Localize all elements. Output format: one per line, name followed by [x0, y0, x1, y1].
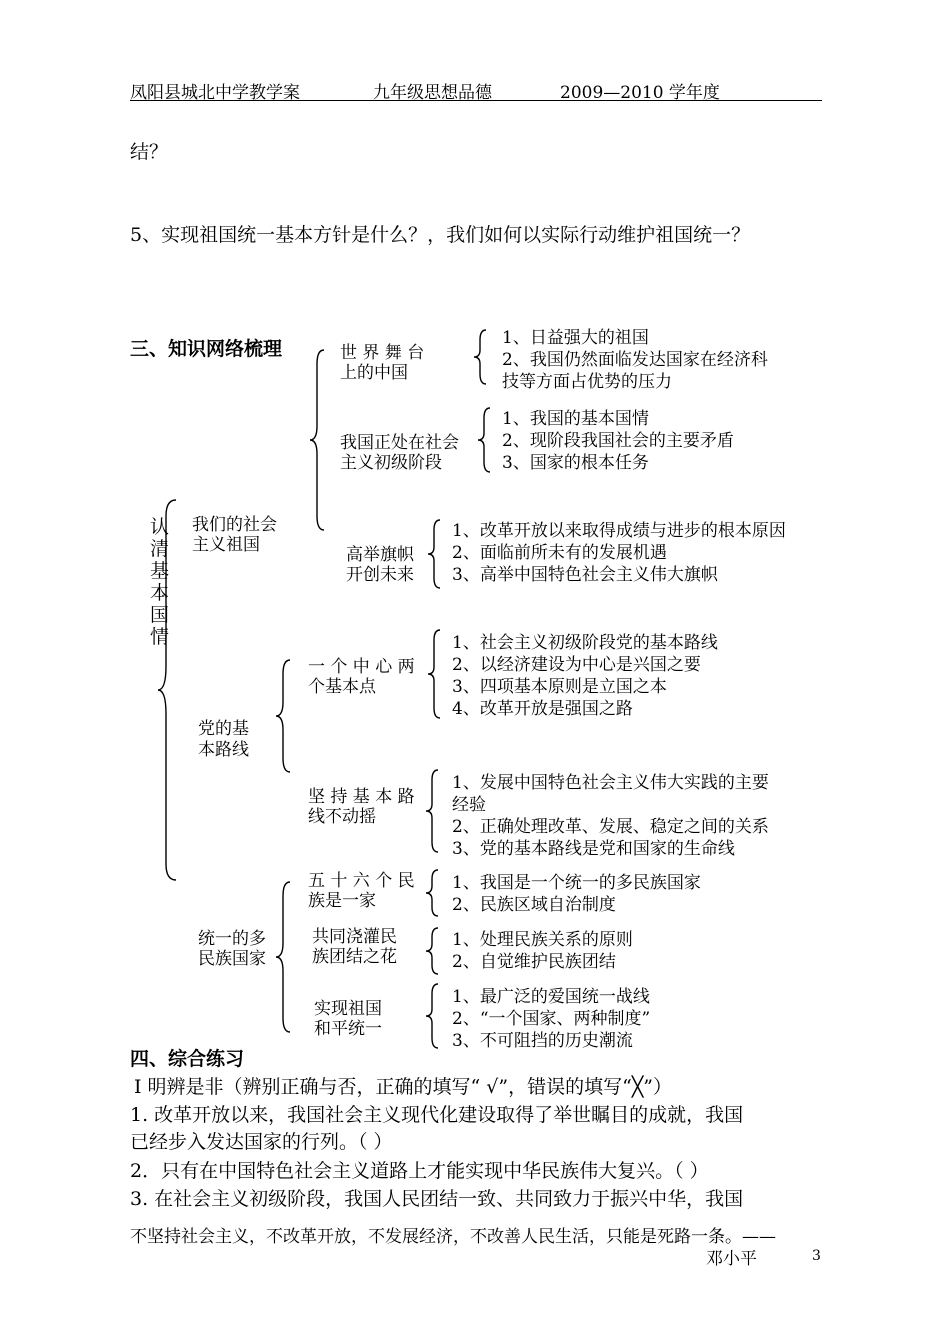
list-item: 3、党的基本路线是党和国家的生命线 — [452, 839, 735, 859]
items-brace-5 — [426, 770, 440, 852]
items-brace-8 — [426, 984, 440, 1048]
items-brace-2 — [478, 408, 492, 472]
group1-label-line1: 我们的社会 — [192, 515, 277, 535]
exercise-instruction: Ⅰ 明辨是非（辨别正确与否，正确的填写“ √”，错误的填写“╳”） — [134, 1076, 672, 1098]
sub-label: 高举旗帜 — [346, 545, 414, 565]
items-brace-7 — [426, 928, 440, 974]
section-3-title: 三、知识网络梳理 — [130, 338, 283, 360]
list-item: 2、我国仍然面临发达国家在经济科 — [502, 350, 768, 370]
list-item: 经验 — [452, 795, 486, 815]
sub-label: 我国正处在社会 — [340, 433, 459, 453]
exercise-q2: 2．只有在中国特色社会主义道路上才能实现中华民族伟大复兴。（ ） — [130, 1160, 709, 1182]
sub-label: 一 个 中 心 两 — [308, 657, 415, 677]
header-school: 凤阳县城北中学教学案 — [130, 83, 300, 103]
sub-label: 共同浇灌民 — [312, 927, 397, 947]
list-item: 技等方面占优势的压力 — [502, 372, 672, 392]
list-item: 4、改革开放是强国之路 — [452, 699, 633, 719]
items-brace-3 — [428, 520, 442, 588]
list-item: 1、处理民族关系的原则 — [452, 930, 633, 950]
header-grade: 九年级思想品德 — [373, 83, 492, 103]
header-rule — [130, 100, 822, 101]
group2-label-line1: 党的基 — [198, 719, 249, 739]
list-item: 3、四项基本原则是立国之本 — [452, 677, 667, 697]
group2-label-line2: 本路线 — [198, 740, 249, 760]
list-item: 2、自觉维护民族团结 — [452, 952, 616, 972]
list-item: 2、以经济建设为中心是兴国之要 — [452, 655, 701, 675]
footer-quote: 不坚持社会主义，不改革开放，不发展经济，不改善人民生活，只能是死路一条。—— — [130, 1227, 776, 1247]
group2-brace — [276, 660, 292, 772]
sub-label: 族团结之花 — [312, 947, 397, 967]
sub-label: 主义初级阶段 — [340, 453, 442, 473]
list-item: 3、国家的根本任务 — [502, 453, 649, 473]
sub-label: 坚 持 基 本 路 — [308, 787, 415, 807]
sub-label: 世 界 舞 台 — [340, 343, 425, 363]
sub-label: 族是一家 — [308, 891, 376, 911]
sub-label: 上的中国 — [340, 363, 408, 383]
items-brace-1 — [474, 330, 488, 384]
list-item: 2、“一个国家、两种制度” — [452, 1009, 651, 1029]
footer-author: 邓小平 — [706, 1249, 757, 1269]
items-brace-6 — [426, 870, 440, 916]
sub-label: 开创未来 — [346, 565, 414, 585]
list-item: 2、现阶段我国社会的主要矛盾 — [502, 431, 734, 451]
list-item: 1、我国的基本国情 — [502, 409, 649, 429]
list-item: 2、面临前所未有的发展机遇 — [452, 543, 667, 563]
group3-label-line1: 统一的多 — [198, 929, 266, 949]
header-year: 2009—2010 学年度 — [560, 83, 720, 103]
list-item: 1、我国是一个统一的多民族国家 — [452, 873, 701, 893]
sub-label: 线不动摇 — [308, 807, 376, 827]
group1-label-line2: 主义祖国 — [192, 535, 260, 555]
items-brace-4 — [428, 630, 442, 718]
list-item: 3、高举中国特色社会主义伟大旗帜 — [452, 565, 718, 585]
list-item: 1、社会主义初级阶段党的基本路线 — [452, 633, 718, 653]
list-item: 1、发展中国特色社会主义伟大实践的主要 — [452, 773, 769, 793]
group3-brace — [276, 882, 292, 1032]
group1-brace — [310, 350, 326, 530]
list-item: 1、改革开放以来取得成绩与进步的根本原因 — [452, 521, 786, 541]
page-number: 3 — [812, 1248, 821, 1264]
exercise-q1-line2: 已经步入发达国家的行列。（ ） — [130, 1131, 393, 1153]
exercise-q1-line1: 1. 改革开放以来，我国社会主义现代化建设取得了举世瞩目的成就，我国 — [130, 1104, 744, 1126]
sub-label: 和平统一 — [314, 1019, 382, 1039]
list-item: 2、民族区域自治制度 — [452, 895, 616, 915]
sub-label: 个基本点 — [308, 677, 376, 697]
sub-label: 实现祖国 — [314, 999, 382, 1019]
root-brace — [158, 500, 178, 880]
section-4-title: 四、综合练习 — [130, 1048, 245, 1070]
root-label: 认清基本国情 — [150, 516, 170, 648]
list-item: 1、最广泛的爱国统一战线 — [452, 987, 650, 1007]
list-item: 1、日益强大的祖国 — [502, 328, 649, 348]
list-item: 2、正确处理改革、发展、稳定之间的关系 — [452, 817, 769, 837]
list-item: 3、不可阻挡的历史潮流 — [452, 1031, 633, 1051]
exercise-q3: 3. 在社会主义初级阶段，我国人民团结一致、共同致力于振兴中华，我国 — [130, 1188, 744, 1210]
question-5: 5、实现祖国统一基本方针是什么？，我们如何以实际行动维护祖国统一？ — [130, 224, 751, 246]
continued-text: 结？ — [130, 141, 169, 163]
group3-label-line2: 民族国家 — [198, 949, 266, 969]
sub-label: 五 十 六 个 民 — [308, 871, 415, 891]
